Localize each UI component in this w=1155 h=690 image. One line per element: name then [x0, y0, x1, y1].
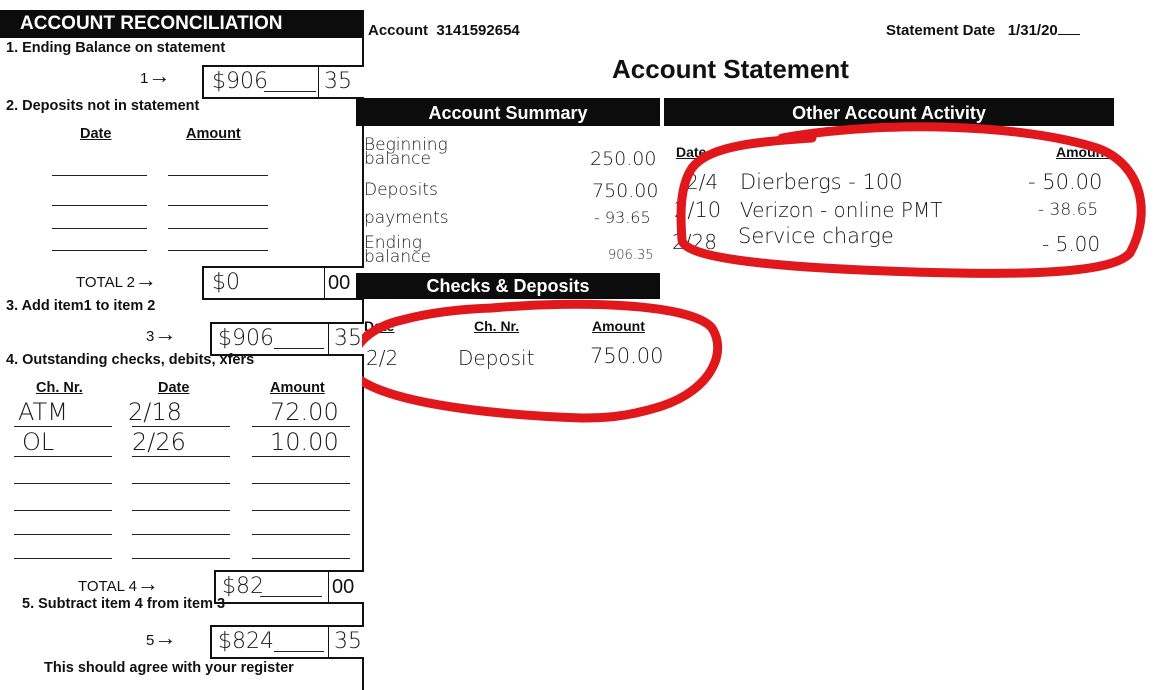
ending-balance-cents: 35 — [324, 69, 352, 94]
step-5-label: 5. Subtract item 4 from item 3 — [22, 596, 226, 612]
reconciliation-title: ACCOUNT RECONCILIATION — [0, 10, 362, 38]
total-4-cents: 00 — [332, 576, 355, 598]
step-4-label: 4. Outstanding checks, debits, xfers — [6, 352, 255, 368]
red-annotation-circles — [362, 8, 1152, 690]
total-4-dollars: $82 — [222, 574, 264, 599]
total-5-dollars: $824 — [218, 629, 274, 654]
total-2-label: TOTAL 2→ — [76, 267, 157, 292]
account-number: Account 3141592654 — [368, 22, 520, 39]
total-3-cents: 35 — [334, 326, 362, 351]
step-3-label: 3. Add item1 to item 2 — [6, 298, 156, 314]
step-2-label: 2. Deposits not in statement — [6, 98, 200, 114]
activity-date-header: Date — [676, 144, 707, 160]
step-3-number: 3→ — [146, 321, 177, 346]
checks-chnr-header: Ch. Nr. — [474, 318, 520, 334]
outstanding-amount-header: Amount — [270, 380, 325, 396]
deposits-date-header: Date — [80, 126, 112, 142]
statement-title: Account Statement — [612, 54, 849, 84]
account-summary-header: Account Summary — [356, 98, 660, 126]
total-2-dollars: $0 — [212, 270, 240, 295]
outstanding-chnr-header: Ch. Nr. — [36, 380, 83, 396]
activity-annotation-circle — [681, 127, 1141, 274]
total-4-label: TOTAL 4→ — [78, 571, 159, 596]
other-activity-header: Other Account Activity — [664, 98, 1114, 126]
checks-deposits-header: Checks & Deposits — [356, 273, 660, 299]
checks-amount-header: Amount — [592, 318, 645, 334]
deposits-amount-header: Amount — [186, 126, 241, 142]
activity-amount-header: Amount — [1056, 144, 1109, 160]
total-5-box — [210, 625, 364, 659]
ending-balance-dollars: $906 — [212, 69, 268, 94]
checks-date-header: Date — [364, 318, 395, 334]
footer-note: This should agree with your register — [44, 660, 294, 676]
total-4-box — [214, 570, 364, 604]
reconciliation-panel: ACCOUNT RECONCILIATION 1. Ending Balance on statement 1→ $906 35 2. Deposits not in statement Date Amount TOTAL 2→ $0 00 3. Add item1 to item 2 3→ $906 35 4. Outstanding checks, debits, xfers Ch. Nr. Date Amount ATM 2/18 72.00 OL 2/26 10.00 TOTAL 4→ $82 00 5. Subtract item 4 from item 3 5→ $824 35 This should agree with your register — [0, 10, 364, 690]
statement-panel: Account 3141592654 Statement Date 1/31/20 Account Statement Account Summary Other Account Activity Beginning balance 250.00 Deposits 750.00 payments - 93.65 Ending balance 906.35 Date Amount 2/4 Dierbergs - 100 - 50.00 2/10 Verizon - online PMT - 38.65 2/28 Service charge - 5.00 Checks & Deposits Date Ch. Nr. Amount 2/2 Deposit 750.00 — [362, 8, 1122, 690]
step-1-number: 1→ — [140, 63, 171, 88]
total-5-cents: 35 — [334, 629, 362, 654]
total-2-cents: 00 — [328, 272, 351, 294]
total-2-box — [202, 266, 364, 300]
statement-date: Statement Date 1/31/20 — [886, 22, 1080, 39]
total-3-box — [210, 322, 364, 356]
checks-annotation-circle — [362, 304, 718, 418]
step-5-number: 5→ — [146, 625, 177, 650]
total-3-dollars: $906 — [218, 326, 274, 351]
step-1-label: 1. Ending Balance on statement — [6, 40, 226, 56]
outstanding-date-header: Date — [158, 380, 190, 396]
ending-balance-box — [202, 65, 364, 99]
